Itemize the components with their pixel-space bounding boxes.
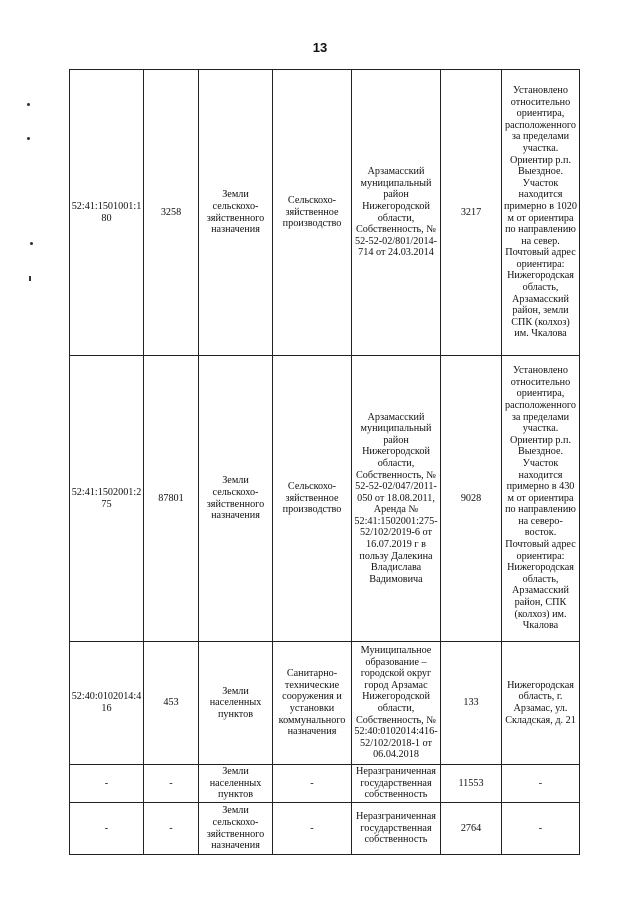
affected-area-cell: 133 bbox=[441, 642, 502, 765]
margin-mark bbox=[30, 242, 33, 245]
cadastral-number-cell: - bbox=[70, 765, 144, 803]
address-cell: Установлено относительно ориентира, расположенного за пределами участка. Ориентир р.п. Выездное. Участок находится примерно в 430 м от ориентира по направлению на северо-восток. Почтовый адрес ориентира: Нижегородская область, Арзамасский район, СПК (колхоз) им. Чкалова bbox=[502, 356, 580, 642]
cadastral-number-cell: 52:41:1502001:275 bbox=[70, 356, 144, 642]
cadastral-number-cell: 52:40:0102014:416 bbox=[70, 642, 144, 765]
owner-rights-cell: Муниципальное образование – городской округ город Арзамас Нижегородской области, Собственность, № 52:40:0102014:416-52/102/2018-1 от 06.04.2018 bbox=[352, 642, 441, 765]
margin-mark bbox=[27, 103, 30, 106]
affected-area-cell: 2764 bbox=[441, 803, 502, 855]
page-number: 13 bbox=[312, 40, 328, 55]
affected-area-cell: 3217 bbox=[441, 70, 502, 356]
area-cell: - bbox=[144, 803, 199, 855]
area-cell: 87801 bbox=[144, 356, 199, 642]
address-cell: - bbox=[502, 765, 580, 803]
land-category-cell: Земли сельскохо-зяйственного назначения bbox=[199, 70, 273, 356]
address-cell: Установлено относительно ориентира, расположенного за пределами участка. Ориентир р.п. Выездное. Участок находится примерно в 1020 м от ориентира по направлению на север. Почтовый адрес ориентира: Нижегородская область, Арзамасский район, земли СПК (колхоз) им. Чкалова bbox=[502, 70, 580, 356]
table-row bbox=[70, 642, 580, 765]
owner-rights-cell: Арзамасский муниципальный район Нижегородской области, Собственность, № 52-52-02/801/2014-714 от 24.03.2014 bbox=[352, 70, 441, 356]
table-row bbox=[70, 70, 580, 356]
table-row bbox=[70, 356, 580, 642]
table-row bbox=[70, 765, 580, 803]
permitted-use-cell: - bbox=[273, 803, 352, 855]
margin-mark bbox=[27, 137, 30, 140]
table-row bbox=[70, 803, 580, 855]
owner-rights-cell: Неразграниченная государственная собственность bbox=[352, 765, 441, 803]
permitted-use-cell: Сельскохо-зяйственное производство bbox=[273, 356, 352, 642]
area-cell: 453 bbox=[144, 642, 199, 765]
address-cell: - bbox=[502, 803, 580, 855]
land-category-cell: Земли сельскохо-зяйственного назначения bbox=[199, 803, 273, 855]
land-plots-table bbox=[69, 69, 580, 855]
owner-rights-cell: Неразграниченная государственная собственность bbox=[352, 803, 441, 855]
permitted-use-cell: Санитарно-технические сооружения и установки коммунального назначения bbox=[273, 642, 352, 765]
cadastral-number-cell: - bbox=[70, 803, 144, 855]
permitted-use-cell: - bbox=[273, 765, 352, 803]
area-cell: - bbox=[144, 765, 199, 803]
permitted-use-cell: Сельскохо-зяйственное производство bbox=[273, 70, 352, 356]
owner-rights-cell: Арзамасский муниципальный район Нижегородской области, Собственность, № 52-52-02/047/2011-050 от 18.08.2011, Аренда № 52:41:1502001:275-52/102/2019-6 от 16.07.2019 г в пользу Далекина Владислава Вадимовича bbox=[352, 356, 441, 642]
address-cell: Нижегородская область, г. Арзамас, ул. Складская, д. 21 bbox=[502, 642, 580, 765]
affected-area-cell: 9028 bbox=[441, 356, 502, 642]
cadastral-number-cell: 52:41:1501001:180 bbox=[70, 70, 144, 356]
land-category-cell: Земли населенных пунктов bbox=[199, 765, 273, 803]
land-category-cell: Земли населенных пунктов bbox=[199, 642, 273, 765]
affected-area-cell: 11553 bbox=[441, 765, 502, 803]
land-category-cell: Земли сельскохо-зяйственного назначения bbox=[199, 356, 273, 642]
area-cell: 3258 bbox=[144, 70, 199, 356]
margin-mark bbox=[29, 276, 31, 281]
